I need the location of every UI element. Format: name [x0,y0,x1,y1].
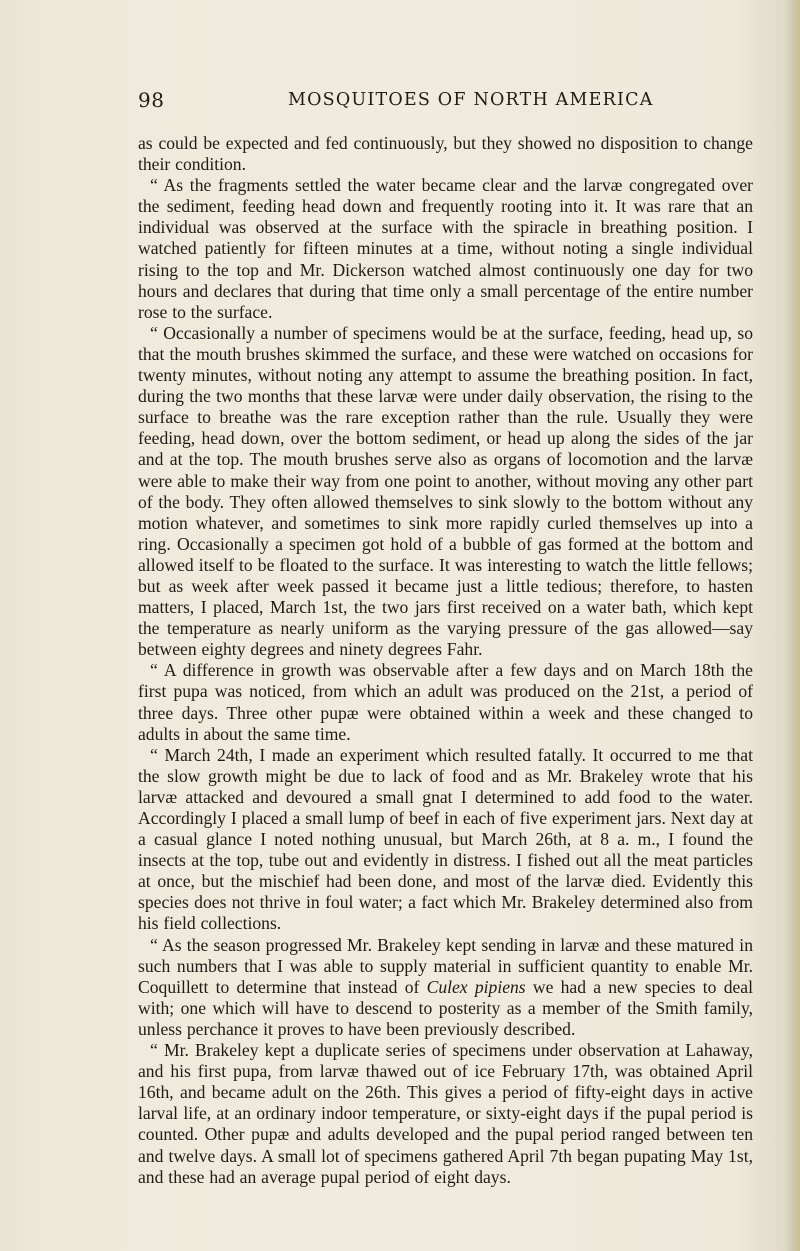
paragraph-text: “ As the season progressed Mr. Brakeley kept sending in larvæ and these matured in such numbers that I was able to supply material in sufficient quantity to enable Mr. Coquillett to determine that instead of [138,934,753,997]
paragraph: “ As the fragments settled the water became clear and the larvæ congregated over the sediment, feeding head down and frequently rooting into it. It was rare that an individual was observed at the surface with the spiracle in breathing position. I watched patiently for fifteen minutes at a time, without noting a single individual rising to the top and Mr. Dickerson watched almost continuously one day for two hours and declares that during that time only a small percentage of the entire number rose to the surface. [138,175,753,322]
running-head: MOSQUITOES OF NORTH AMERICA [288,90,654,110]
paragraph: “ March 24th, I made an experiment which resulted fatally. It occurred to me that the slow growth might be due to lack of food and as Mr. Brakeley wrote that his larvæ attacked and devoured a small gnat I determined to add food to the water. Accordingly I placed a small lump of beef in each of five experiment jars. Next day at a casual glance I noted nothing unusual, but March 26th, at 8 a. m., I found the insects at the top, tube out and evidently in distress. I fished out all the meat particles at once, but the mischief had been done, and most of the larvæ died. Evidently this species does not thrive in foul water; a fact which Mr. Brakeley determined also from his field collections. [138,744,753,934]
paragraph: “ Mr. Brakeley kept a duplicate series of specimens under observation at Lahaway, and his first pupa, from larvæ thawed out of ice February 17th, was obtained April 16th, and became adult on the 26th. This gives a period of fifty-eight days in active larval life, at an ordinary indoor temperature, or sixty-eight days if the pupal period is counted. Other pupæ and adults developed and the pupal period ranged between ten and twelve days. A small lot of specimens gathered April 7th began pupating May 1st, and these had an average pupal period of eight days. [138,1040,753,1187]
paragraph [138,935,753,1040]
body-text [138,133,753,1188]
paragraph: as could be expected and fed continuously, but they showed no disposition to change their condition. [138,133,753,175]
paragraph-text: we had a new species to deal with; one which will have to descend to posterity as a member of the Smith family, unless perchance it proves to have been previously described. [138,976,753,1039]
paragraph: “ A difference in growth was observable after a few days and on March 18th the first pupa was noticed, from which an adult was produced on the 21st, a period of three days. Three other pupæ were obtained within a week and these changed to adults in about the same time. [138,660,753,744]
paragraph: “ Occasionally a number of specimens would be at the surface, feeding, head up, so that the mouth brushes skimmed the surface, and these were watched on occasions for twenty minutes, without noting any attempt to assume the breathing position. In fact, during the two months that these larvæ were under daily observation, the rising to the surface to breathe was the rare exception rather than the rule. Usually they were feeding, head down, over the bottom sediment, or head up along the sides of the jar and at the top. The mouth brushes serve also as organs of locomotion and the larvæ were able to make their way from one point to another, without moving any other part of the body. They often allowed themselves to sink slowly to the bottom without any motion whatever, and sometimes to sink more rapidly curled themselves up into a ring. Occasionally a specimen got hold of a bubble of gas formed at the bottom and allowed itself to be floated to the surface. It was interesting to watch the little fellows; but as week after week passed it became just a little tedious; therefore, to hasten matters, I placed, March 1st, the two jars first received on a water bath, which kept the temperature as nearly uniform as the varying pressure of the gas allowed—say between eighty degrees and ninety degrees Fahr. [138,322,753,660]
species-name: Culex pipiens [426,976,526,997]
page-number: 98 [138,88,165,112]
page-header [108,88,738,114]
page-edge-shadow [784,0,800,1251]
